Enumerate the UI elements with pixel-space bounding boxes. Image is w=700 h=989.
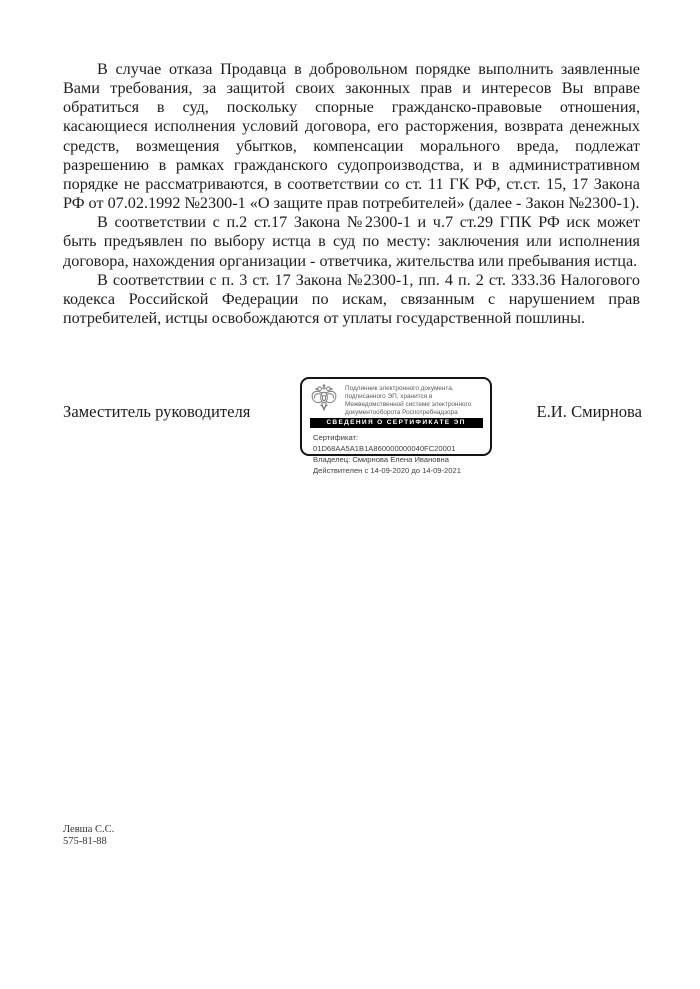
stamp-certificate-title: СВЕДЕНИЯ О СЕРТИФИКАТЕ ЭП — [310, 418, 483, 428]
signatory-position: Заместитель руководителя — [63, 402, 251, 421]
executor-name: Левша С.С. — [63, 824, 115, 835]
double-headed-eagle-emblem-icon — [309, 383, 339, 413]
signatory-name: Е.И. Смирнова — [536, 402, 642, 421]
paragraph-state-duty: В соответствии с п. 3 ст. 17 Закона №2300-1, пп. 4 п. 2 ст. 333.36 Налогового кодекса Российской Федерации по искам, связанным с нарушением прав потребителей, истцы освобождаются от уплаты государственной пошлины. — [63, 270, 640, 328]
executor-block — [63, 824, 114, 847]
paragraph-court-appeal: В случае отказа Продавца в добровольном порядке выполнить заявленные Вами требования, за защитой своих законных прав и интересов Вы вправе обратиться в суд, поскольку спорные гражданско-правовые отношения, касающиеся исполнения условий договора, его расторжения, возврата денежных средств, возмещения убытков, компенсации морального вреда, подлежат разрешению в рамках гражданского судопроизводства, и в административном порядке не рассматриваются, в соответствии со ст. 11 ГК РФ, ст.ст. 15, 17 Закона РФ от 07.02.1992 №2300-1 «О защите прав потребителей» (далее - Закон №2300-1). — [63, 60, 640, 213]
executor-phone: 575-81-88 — [63, 835, 107, 847]
certificate-validity-line: Действителен с 14-09-2020 до 14-09-2021 — [313, 466, 461, 475]
document-body — [63, 60, 640, 328]
certificate-owner-line: Владелец: Смирнова Елена Ивановна — [313, 455, 449, 464]
electronic-signature-stamp — [300, 377, 492, 475]
stamp-certificate-details — [302, 428, 490, 476]
paragraph-court-venue: В соответствии с п.2 ст.17 Закона №2300-1 и ч.7 ст.29 ГПК РФ иск может быть предъявлен по выбору истца в суд по месту: заключения или исполнения договора, нахождения организации - ответчика, жительства или пребывания истца. — [63, 213, 640, 270]
stamp-header-row — [302, 379, 490, 417]
stamp-authenticity-text: Подлинник электронного документа, подписанного ЭП, хранится в Межведомственной системе электронного документооборота Роспотребнадзора — [345, 385, 472, 416]
certificate-number-line: Сертификат: 01D68AA5A1B1A860000000040FC20001 — [313, 433, 456, 453]
